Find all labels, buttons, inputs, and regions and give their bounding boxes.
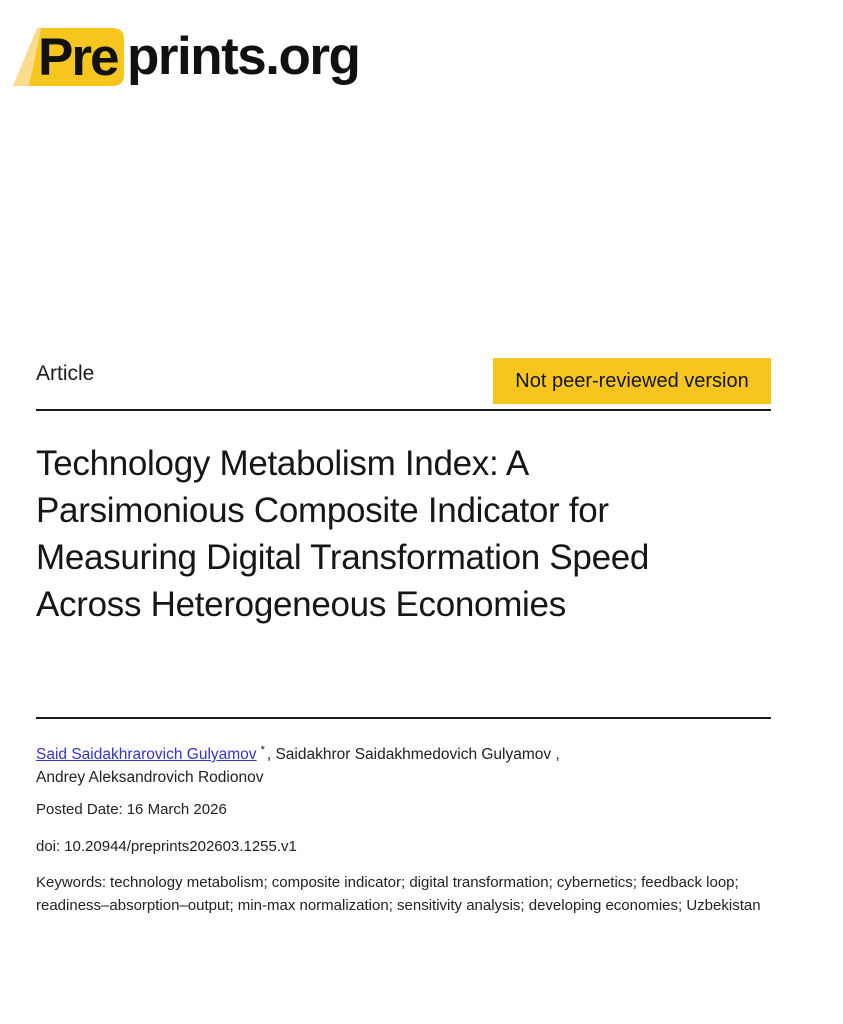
divider-top — [36, 409, 771, 411]
doi-row — [36, 835, 297, 858]
title-line: Across Heterogeneous Economies — [36, 585, 566, 624]
title-line: Technology Metabolism Index: A — [36, 444, 529, 483]
not-peer-reviewed-badge: Not peer-reviewed version — [493, 358, 771, 404]
corresponding-author-marker: * — [260, 744, 265, 756]
keywords-value: technology metabolism; composite indicator; digital transformation; cybernetics; feedback loop; readiness–absorption–output; min-max normalization; sensitivity analysis; developing economies; Uzbekistan — [36, 874, 761, 914]
preprints-logo[interactable] — [13, 27, 359, 87]
title-line: Measuring Digital Transformation Speed — [36, 538, 650, 577]
logo-pre-text: Pre — [38, 27, 118, 87]
divider-authors — [36, 717, 771, 719]
logo-rest-text: prints.org — [127, 27, 360, 86]
keywords-row — [36, 871, 778, 917]
posted-date-row — [36, 798, 227, 821]
posted-date-value: 16 March 2026 — [126, 801, 227, 818]
doi-label: doi: — [36, 838, 61, 855]
authors-line1-rest: , Saidakhror Saidakhmedovich Gulyamov , — [266, 746, 560, 764]
authors-line-1 — [36, 739, 776, 766]
posted-date-label: Posted Date: — [36, 801, 123, 818]
article-title — [36, 440, 796, 628]
title-line: Parsimonious Composite Indicator for — [36, 491, 609, 530]
logo-pre-badge — [13, 28, 124, 86]
keywords-label: Keywords: — [36, 874, 107, 891]
article-type-label: Article — [36, 362, 95, 385]
authors-block — [36, 739, 776, 789]
author-link[interactable]: Said Saidakhrarovich Gulyamov — [36, 746, 257, 764]
authors-line-2: Andrey Aleksandrovich Rodionov — [36, 769, 264, 787]
doi-value: 10.20944/preprints202603.1255.v1 — [64, 838, 297, 855]
